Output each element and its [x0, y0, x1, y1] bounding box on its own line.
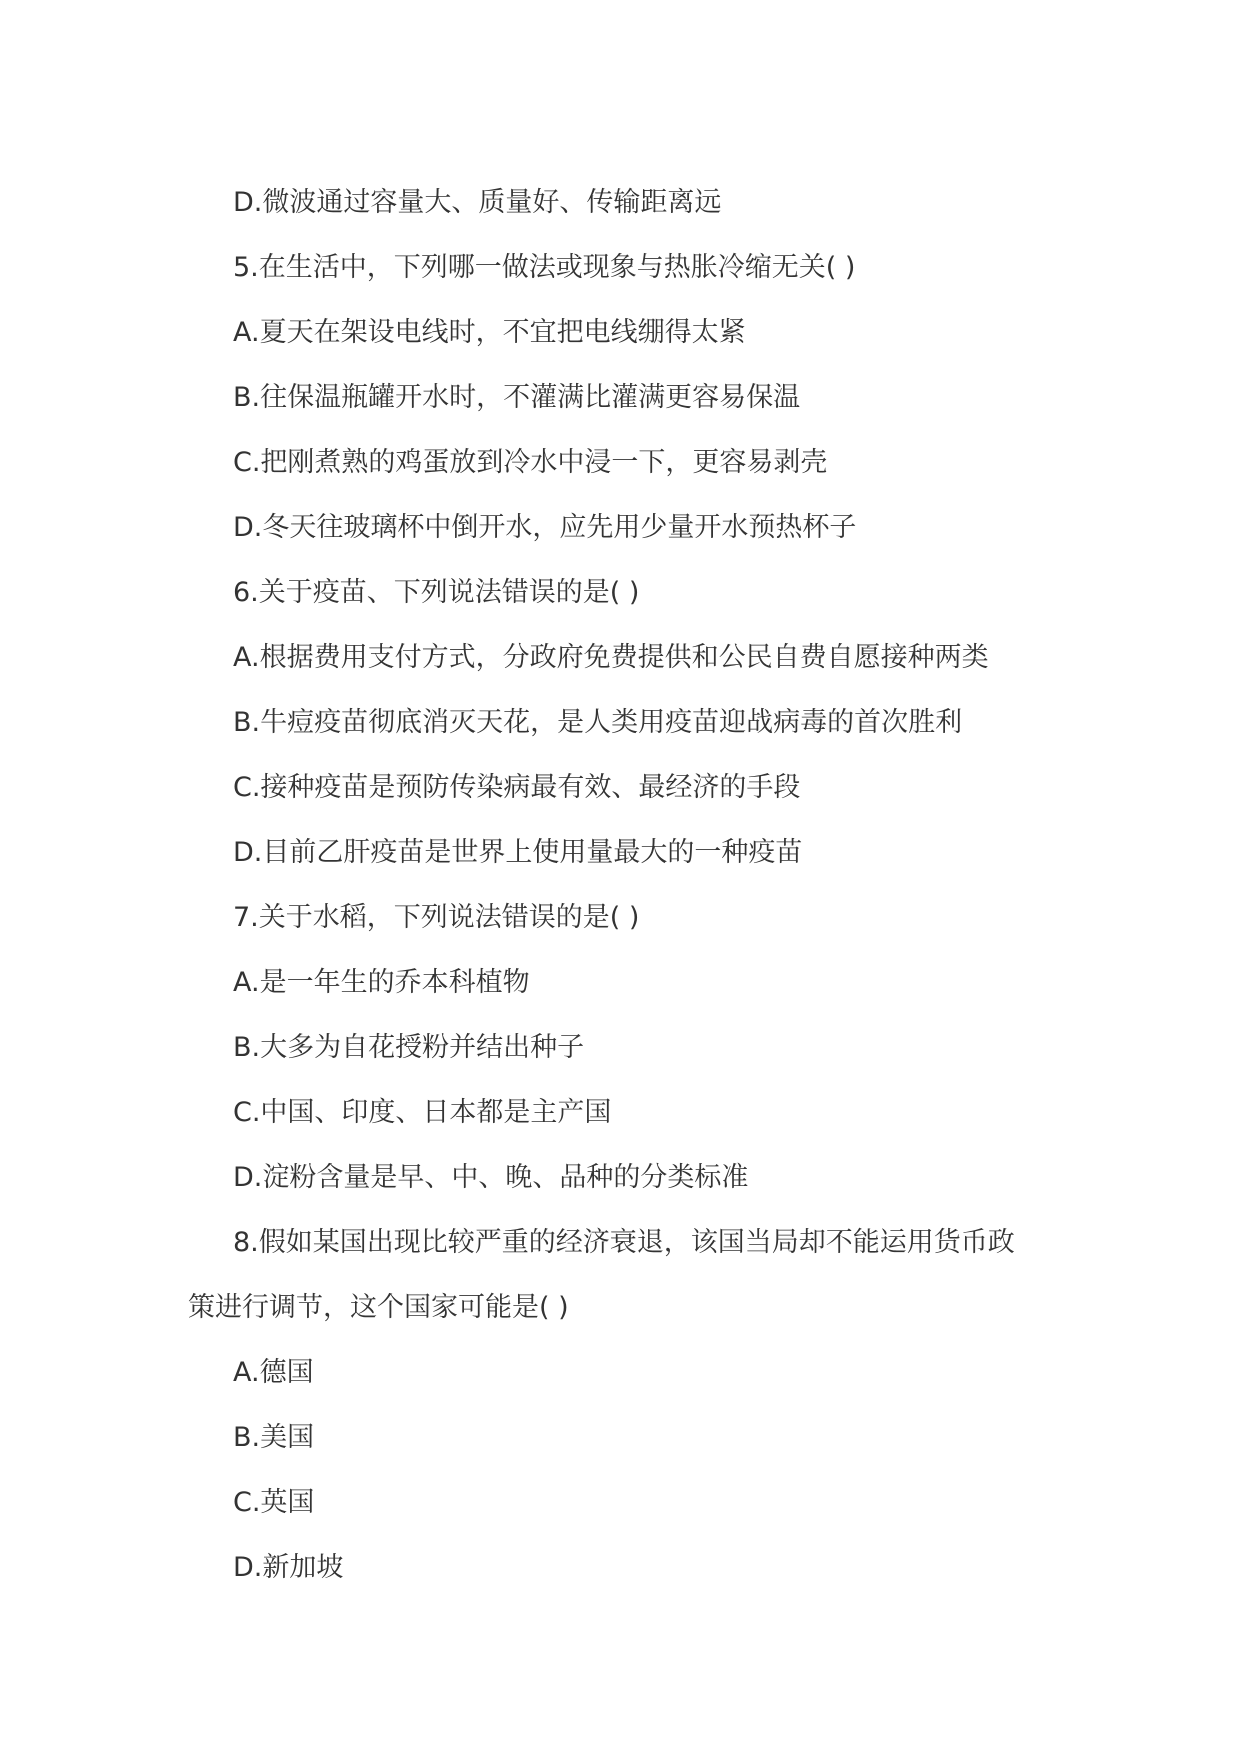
option-q6-d: D.目前乙肝疫苗是世界上使用量最大的一种疫苗 [233, 837, 803, 868]
option-q4-d: D.微波通过容量大、质量好、传输距离远 [233, 187, 722, 218]
option-q7-c: C.中国、印度、日本都是主产国 [233, 1097, 612, 1128]
question-content [188, 170, 1088, 1600]
option-q8-d: D.新加坡 [233, 1552, 344, 1583]
option-q5-b: B.往保温瓶罐开水时，不灌满比灌满更容易保温 [233, 382, 801, 413]
option-q5-c: C.把刚煮熟的鸡蛋放到冷水中浸一下，更容易剥壳 [233, 447, 828, 478]
option-q8-c: C.英国 [233, 1487, 315, 1518]
option-q7-d: D.淀粉含量是早、中、晚、品种的分类标准 [233, 1162, 749, 1193]
option-q5-d: D.冬天往玻璃杯中倒开水，应先用少量开水预热杯子 [233, 512, 857, 543]
question-8-line-2: 策进行调节，这个国家可能是( ) [188, 1292, 569, 1323]
question-6: 6.关于疫苗、下列说法错误的是( ) [233, 577, 640, 608]
question-7: 7.关于水稻，下列说法错误的是( ) [233, 902, 640, 933]
option-q6-a: A.根据费用支付方式，分政府免费提供和公民自费自愿接种两类 [233, 642, 989, 673]
option-q6-c: C.接种疫苗是预防传染病最有效、最经济的手段 [233, 772, 801, 803]
question-5: 5.在生活中，下列哪一做法或现象与热胀冷缩无关( ) [233, 252, 856, 283]
option-q8-a: A.德国 [233, 1357, 314, 1388]
option-q7-a: A.是一年生的乔本科植物 [233, 967, 530, 998]
option-q5-a: A.夏天在架设电线时，不宜把电线绷得太紧 [233, 317, 746, 348]
option-q7-b: B.大多为自花授粉并结出种子 [233, 1032, 585, 1063]
question-8-line-1: 8.假如某国出现比较严重的经济衰退，该国当局却不能运用货币政 [233, 1227, 1015, 1258]
option-q8-b: B.美国 [233, 1422, 315, 1453]
option-q6-b: B.牛痘疫苗彻底消灭天花，是人类用疫苗迎战病毒的首次胜利 [233, 707, 963, 738]
